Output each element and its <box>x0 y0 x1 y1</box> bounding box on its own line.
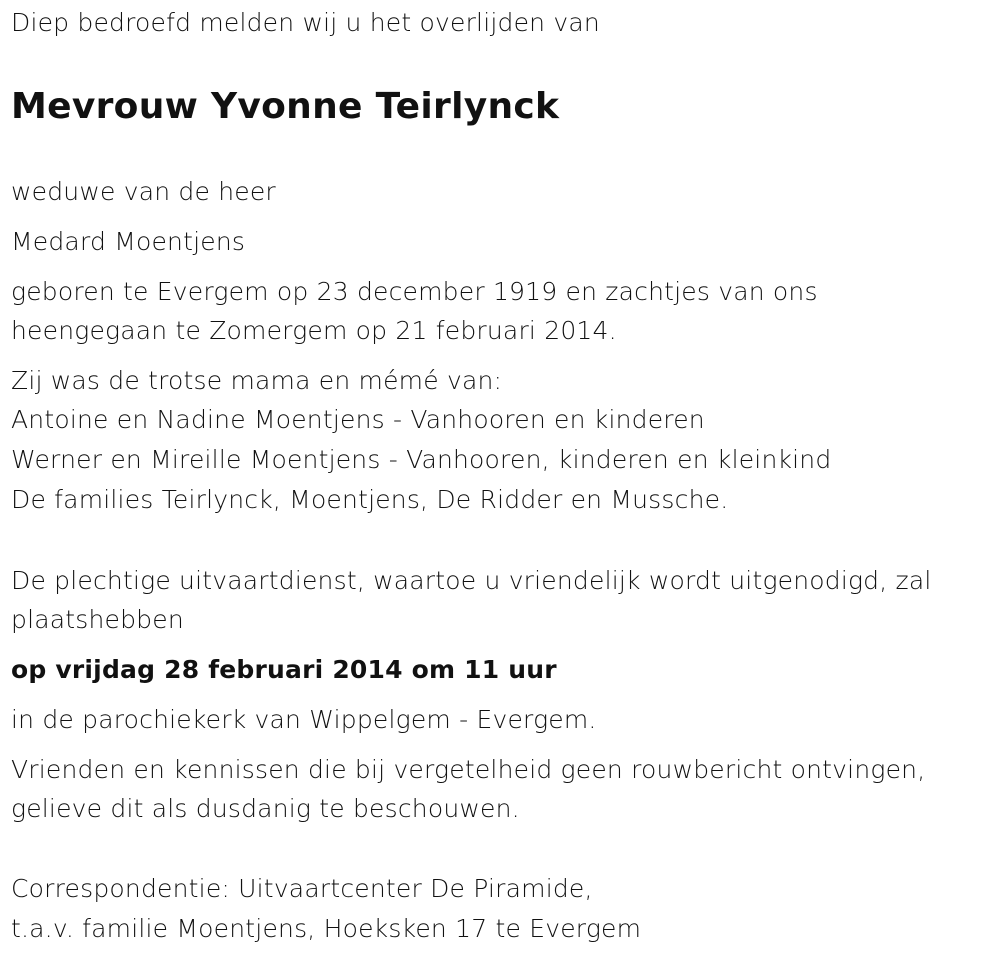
family-member-1: Antoine en Nadine Moentjens - Vanhooren en kinderen <box>11 405 705 434</box>
intro-text: Diep bedroefd melden wij u het overlijden van <box>11 8 600 37</box>
birth-line-1: geboren te Evergem op 23 december 1919 en zachtjes van ons <box>11 277 818 306</box>
service-line-2: plaatshebben <box>11 605 184 634</box>
birth-line-2: heengegaan te Zomergem op 21 februari 2014. <box>11 316 617 345</box>
widow-of-text: weduwe van de heer <box>11 177 276 206</box>
correspondence-line-2: t.a.v. familie Moentjens, Hoeksken 17 te Evergem <box>11 914 642 943</box>
family-intro: Zij was de trotse mama en mémé van: <box>11 366 503 395</box>
husband-name: Medard Moentjens <box>11 227 246 256</box>
service-place: in de parochiekerk van Wippelgem - Evergem. <box>11 705 597 734</box>
correspondence-line-1: Correspondentie: Uitvaartcenter De Piramide, <box>11 874 593 903</box>
family-member-2: Werner en Mireille Moentjens - Vanhooren, kinderen en kleinkind <box>11 445 832 474</box>
notice-line-2: gelieve dit als dusdanig te beschouwen. <box>11 794 520 823</box>
deceased-name: Mevrouw Yvonne Teirlynck <box>11 86 560 127</box>
notice-line-1: Vrienden en kennissen die bij vergetelheid geen rouwbericht ontvingen, <box>11 755 926 784</box>
service-date: op vrijdag 28 februari 2014 om 11 uur <box>11 655 557 684</box>
service-line-1: De plechtige uitvaartdienst, waartoe u vriendelijk wordt uitgenodigd, zal <box>11 566 932 595</box>
family-member-3: De families Teirlynck, Moentjens, De Ridder en Mussche. <box>11 485 729 514</box>
